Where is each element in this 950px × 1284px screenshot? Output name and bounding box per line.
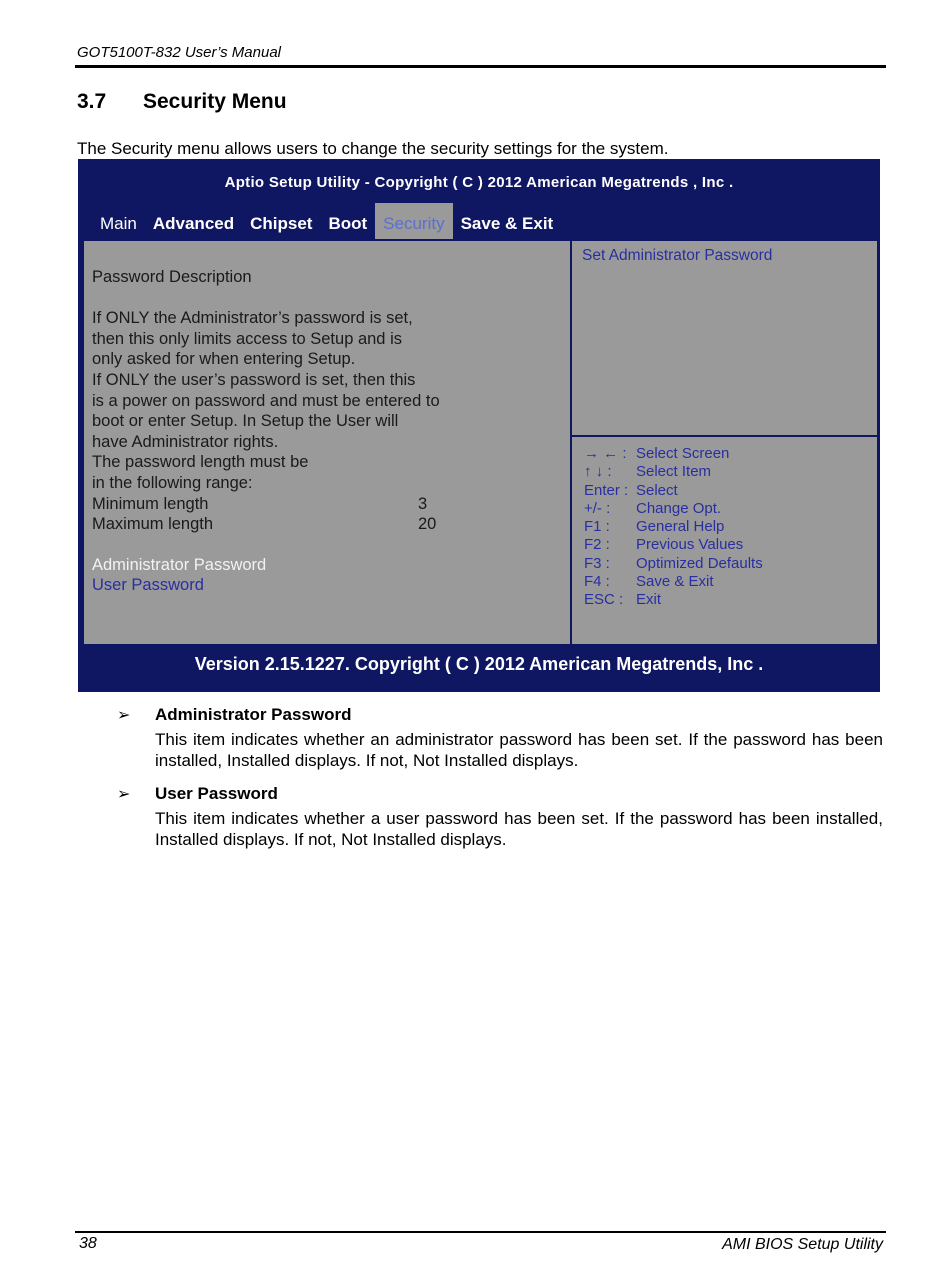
key-legend-key: F4 : — [584, 573, 610, 591]
key-legend-desc: Change Opt. — [636, 499, 722, 517]
key-legend-row — [584, 500, 763, 518]
bios-left-panel — [92, 267, 562, 596]
key-legend-desc: Exit — [636, 591, 662, 609]
section-title: Security Menu — [143, 90, 287, 113]
key-legend-key: ESC : — [584, 591, 624, 609]
arrow-bullet-icon: ➢ — [117, 707, 131, 724]
password-description-heading: Password Description — [92, 268, 252, 286]
description-line: have Administrator rights. — [92, 432, 279, 451]
description-line: then this only limits access to Setup and is — [92, 329, 402, 348]
minimum-length-value: 3 — [418, 494, 428, 513]
bios-tab-advanced[interactable]: Advanced — [152, 214, 235, 233]
bios-footer: Version 2.15.1227. Copyright ( C ) 2012 American Megatrends, Inc . — [194, 654, 764, 674]
key-legend-desc: Select Item — [636, 463, 712, 481]
bios-title: Aptio Setup Utility - Copyright ( C ) 2012 American Megatrends , Inc . — [224, 174, 734, 191]
running-footer: AMI BIOS Setup Utility — [722, 1236, 883, 1253]
key-legend-desc: General Help — [636, 518, 725, 536]
bios-divider-horizontal — [572, 435, 879, 437]
bios-tab-bar — [92, 203, 561, 239]
key-legend-row — [584, 482, 763, 500]
key-legend-desc: Select Screen — [636, 445, 730, 462]
arrow-keys-horizontal-icon: → ← : — [584, 445, 627, 462]
key-legend-desc: Previous Values — [636, 536, 744, 554]
key-legend-row — [584, 536, 763, 554]
description-text: This item indicates whether a user password has been set. If the password has been installed, Installed displays. If not, Not Installed displays. — [155, 809, 883, 849]
description-line: boot or enter Setup. In Setup the User will — [92, 412, 399, 431]
description-text: This item indicates whether an administrator password has been set. If the password has been installed, Installed displays. If not, Not Installed displays. — [155, 730, 883, 770]
description-line: in the following range: — [92, 473, 253, 492]
bios-screenshot — [78, 159, 880, 692]
arrow-bullet-icon: ➢ — [117, 786, 131, 803]
description-title: User Password — [155, 784, 278, 803]
intro-text: The Security menu allows users to change the security settings for the system. — [77, 139, 669, 158]
maximum-length-label: Maximum length — [92, 515, 214, 534]
key-legend-key: F2 : — [584, 536, 610, 554]
section-heading — [77, 90, 287, 114]
description-title: Administrator Password — [155, 705, 352, 724]
key-legend-desc: Optimized Defaults — [636, 554, 763, 572]
key-legend-key: +/- : — [584, 499, 611, 517]
user-password-item[interactable]: User Password — [92, 576, 204, 595]
bios-tab-save-exit[interactable]: Save & Exit — [460, 214, 554, 233]
bios-body — [82, 239, 879, 646]
key-legend-row — [584, 555, 763, 573]
footer-rule — [75, 1231, 886, 1233]
description-line: If ONLY the Administrator’s password is set, — [92, 309, 413, 328]
minimum-length-label: Minimum length — [92, 494, 209, 513]
header-rule — [75, 65, 886, 68]
key-legend-key: Enter : — [584, 481, 629, 499]
description-line: If ONLY the user’s password is set, then this — [92, 370, 416, 389]
key-legend-key: F3 : — [584, 554, 610, 572]
description-line: The password length must be — [92, 453, 309, 472]
key-legend-row — [584, 463, 763, 481]
key-legend-key: F1 : — [584, 518, 610, 536]
bios-tab-main[interactable]: Main — [100, 214, 137, 233]
bios-tab-boot[interactable]: Boot — [328, 214, 368, 233]
page-number: 38 — [79, 1235, 97, 1252]
bios-divider-vertical — [570, 241, 572, 644]
key-legend-row — [584, 591, 763, 609]
arrow-keys-vertical-icon: ↑ ↓ : — [584, 463, 612, 481]
bios-key-legend — [584, 445, 763, 610]
key-legend-row — [584, 573, 763, 591]
blank-line — [92, 288, 562, 309]
running-header: GOT5100T-832 User’s Manual — [77, 44, 281, 61]
maximum-length-row — [92, 514, 562, 535]
description-line: only asked for when entering Setup. — [92, 350, 356, 369]
bios-help-text: Set Administrator Password — [582, 247, 773, 264]
maximum-length-value: 20 — [418, 515, 437, 534]
minimum-length-row — [92, 494, 562, 515]
key-legend-desc: Save & Exit — [636, 573, 714, 591]
description-line: is a power on password and must be entered to — [92, 391, 440, 410]
section-number: 3.7 — [77, 90, 107, 113]
bios-tab-security[interactable]: Security — [375, 203, 452, 239]
key-legend-row — [584, 445, 763, 463]
key-legend-row — [584, 518, 763, 536]
administrator-password-item[interactable]: Administrator Password — [92, 555, 267, 574]
bios-tab-chipset[interactable]: Chipset — [250, 214, 313, 233]
key-legend-desc: Select — [636, 481, 678, 499]
